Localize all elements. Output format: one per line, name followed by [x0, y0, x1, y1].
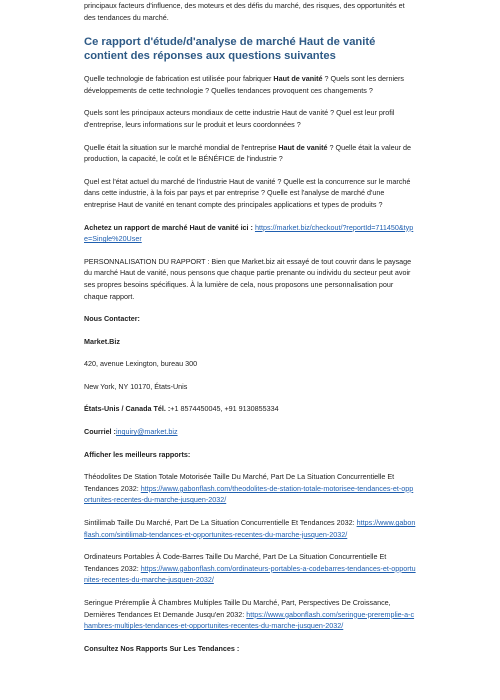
question-text: Quelle était la situation sur le marché mondial de l'entreprise: [84, 142, 279, 152]
company-name-text: Market.Biz: [84, 336, 120, 346]
buy-report-label: Achetez un rapport de marché Haut de vanité ici :: [84, 222, 255, 232]
trends-heading-text: Consultez Nos Rapports Sur Les Tendances :: [84, 643, 240, 653]
report-item: [84, 517, 416, 540]
trends-heading: [84, 643, 416, 655]
section-heading: Ce rapport d'étude/d'analyse de marché Haut de vanité contient des réponses aux questions suivantes: [84, 36, 376, 63]
report-title: Théodolites De Station Totale Motorisée Taille Du Marché, Part De La Situation Concurrentielle Et Tendances 2032:: [84, 472, 395, 493]
company-name: [84, 336, 416, 348]
report-title: Seringue Préremplie À Chambres Multiples Taille Du Marché, Part, Perspectives De Croissance, Dernières Tendances Et Demande Jusqu'en 2032:: [84, 598, 391, 619]
question-keyword: Haut de vanité: [273, 74, 323, 84]
report-link[interactable]: https://www.gabonflash.com/sintilimab-tendances-et-opportunites-recentes-du-marche-jusquen-2032/: [84, 518, 416, 539]
question-text: ? Quels sont les derniers développements de cette technologie ? Quelles tendances provoquent ces changements ?: [84, 74, 405, 95]
phone-value: +1 8574450045, +91 9130855334: [170, 404, 279, 414]
report-item: [84, 597, 416, 632]
contact-heading: [84, 313, 416, 325]
intro-paragraph: principaux facteurs d'influence, des moteurs et des défis du marché, des risques, des opportunités et des tendances du marché.: [84, 1, 405, 22]
phone-line: [84, 403, 416, 415]
email-link[interactable]: inquiry@market.biz: [115, 427, 178, 437]
report-item: [84, 551, 416, 586]
report-link[interactable]: https://www.gabonflash.com/seringue-preremplie-a-chambres-multiples-tendances-et-opportunites-recentes-du-marche-jusquen-2032/: [84, 609, 415, 631]
buy-report-line: [84, 222, 416, 245]
question-situation: [84, 142, 416, 165]
report-link[interactable]: https://www.gabonflash.com/ordinateurs-portables-a-codebarres-tendances-et-opportunites-recentes-du-marche-jusquen-2032/: [84, 563, 416, 585]
best-reports-heading-text: Afficher les meilleurs rapports:: [84, 449, 191, 459]
question-text: ? Quelle était la valeur de production, la capacité, le coût et le BÉNÉFICE de l'industrie ?: [84, 142, 411, 164]
question-text: Quels sont les principaux acteurs mondiaux de cette industrie Haut de vanité ? Quel est leur profil d'entreprise, leurs informations sur le produit et leurs coordonnées ?: [84, 108, 395, 129]
buy-report-link[interactable]: https://market.biz/checkout/?reportId=711450&type=Single%20User: [84, 222, 414, 244]
email-label: Courriel :: [84, 427, 116, 437]
question-text: Quel est l'état actuel du marché de l'industrie Haut de vanité ? Quelle est la concurrence sur le marché dans cette industrie, à la fois par pays et par entreprise ? Quelle est l'analyse de marché d'une entreprise Haut de vanité en tenant compte des principales applications et types de produits ?: [84, 176, 411, 209]
customization-paragraph: PERSONNALISATION DU RAPPORT : Bien que Market.biz ait essayé de tout couvrir dans le paysage du marché Haut de vanité, nous pensons que chaque partie prenante ou individu du secteur peut avoir ses propres besoins spécifiques. À la lumière de cela, nous proposons une personnalisation pour chaque rapport.: [84, 256, 412, 301]
report-item: [84, 471, 416, 506]
phone-label: États-Unis / Canada Tél. :: [84, 404, 171, 414]
report-title: Ordinateurs Portables À Code-Barres Taille Du Marché, Part De La Situation Concurrentielle Et Tendances 2032:: [84, 552, 387, 573]
report-link[interactable]: https://www.gabonflash.com/theodolites-de-station-totale-motorisee-tendances-et-opportunites-recentes-du-marche-jusquen-2032/: [84, 483, 414, 505]
company-city: New York, NY 10170, États-Unis: [84, 381, 188, 391]
contact-heading-text: Nous Contacter:: [84, 314, 140, 324]
report-title: Sintilimab Taille Du Marché, Part De La Situation Concurrentielle Et Tendances 2032:: [84, 518, 357, 528]
best-reports-heading: [84, 449, 416, 461]
question-technology: [84, 73, 416, 96]
question-text: Quelle technologie de fabrication est utilisée pour fabriquer: [84, 74, 274, 84]
email-line: [84, 426, 416, 438]
question-keyword: Haut de vanité: [278, 142, 328, 152]
company-address: 420, avenue Lexington, bureau 300: [84, 359, 198, 369]
question-current-state: [84, 176, 416, 211]
question-players: [84, 107, 416, 130]
